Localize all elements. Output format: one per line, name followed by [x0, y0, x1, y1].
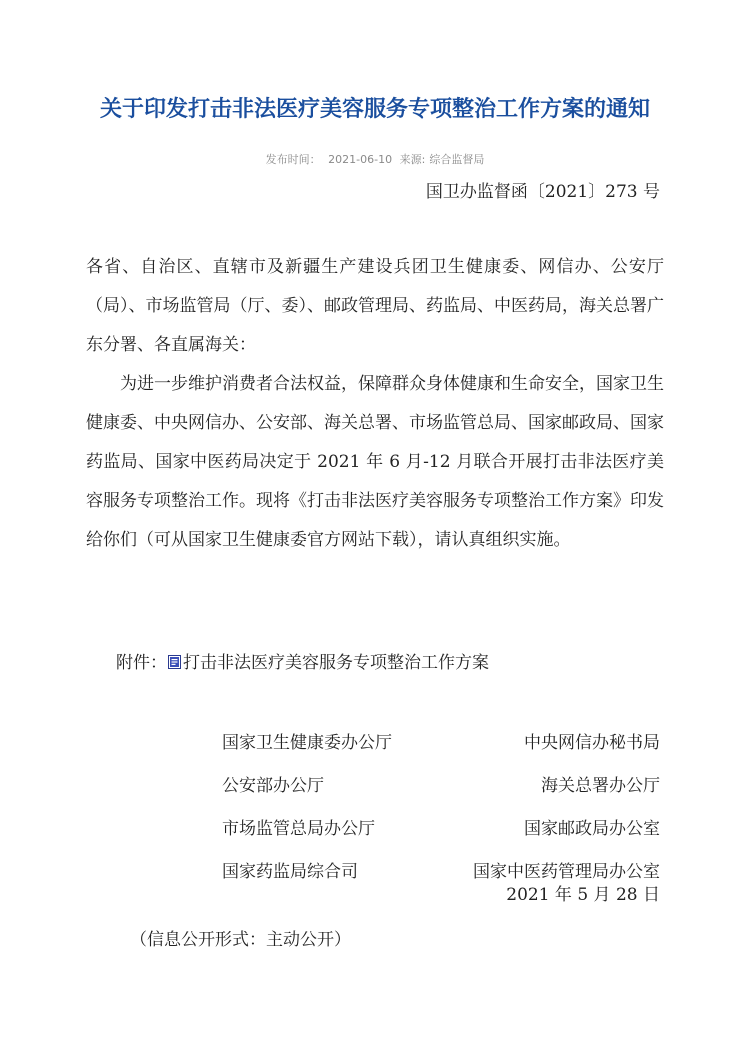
- attachment-link[interactable]: 打击非法医疗美容服务专项整治工作方案: [183, 653, 489, 673]
- signer-name: 海关总署办公厅: [541, 776, 660, 796]
- attachment-label: 附件：: [116, 653, 167, 673]
- signer-name: 国家药监局综合司: [222, 862, 358, 882]
- signer-name: 国家邮政局办公室: [524, 819, 660, 839]
- signer-name: 国家中医药管理局办公室: [473, 862, 660, 882]
- signer-name: 市场监管总局办公厅: [222, 819, 375, 839]
- publish-meta: [0, 151, 750, 167]
- addressee-list: 各省、自治区、直辖市及新疆生产建设兵团卫生健康委、网信办、公安厅（局）、市场监管局（厅、委）、邮政管理局、药监局、中医药局，海关总署广东分署、各直属海关：: [86, 257, 664, 355]
- publish-date: 2021-06-10: [328, 153, 393, 166]
- source-name: 综合监督局: [429, 153, 485, 166]
- signer-name: 中央网信办秘书局: [524, 733, 660, 753]
- disclosure-note: （信息公开形式：主动公开）: [130, 930, 351, 950]
- signer-block: [222, 722, 660, 894]
- signer-name: 公安部办公厅: [222, 776, 324, 796]
- signer-row: [222, 722, 660, 765]
- publish-label: 发布时间：: [265, 153, 321, 166]
- signer-row: [222, 808, 660, 851]
- source-label: 来源:: [399, 153, 426, 166]
- attachment-line: [116, 648, 489, 673]
- signer-name: 国家卫生健康委办公厅: [222, 733, 392, 753]
- signing-date: 2021 年 5 月 28 日: [506, 885, 660, 905]
- document-number: 国卫办监督函〔2021〕273 号: [425, 182, 660, 202]
- page-title: 关于印发打击非法医疗美容服务专项整治工作方案的通知: [99, 97, 650, 122]
- document-file-icon[interactable]: [168, 654, 181, 668]
- body-paragraph: 为进一步维护消费者合法权益，保障群众身体健康和生命安全，国家卫生健康委、中央网信办、公安部、海关总署、市场监管总局、国家邮政局、国家药监局、国家中医药局决定于 2021 年 6 月-12 月联合开展打击非法医疗美容服务专项整治工作。现将《打击非法医疗美容服务专项整治工作方案》印发给你们（可从国家卫生健康委官方网站下载），请认真组织实施。: [86, 374, 664, 550]
- signer-row: [222, 765, 660, 808]
